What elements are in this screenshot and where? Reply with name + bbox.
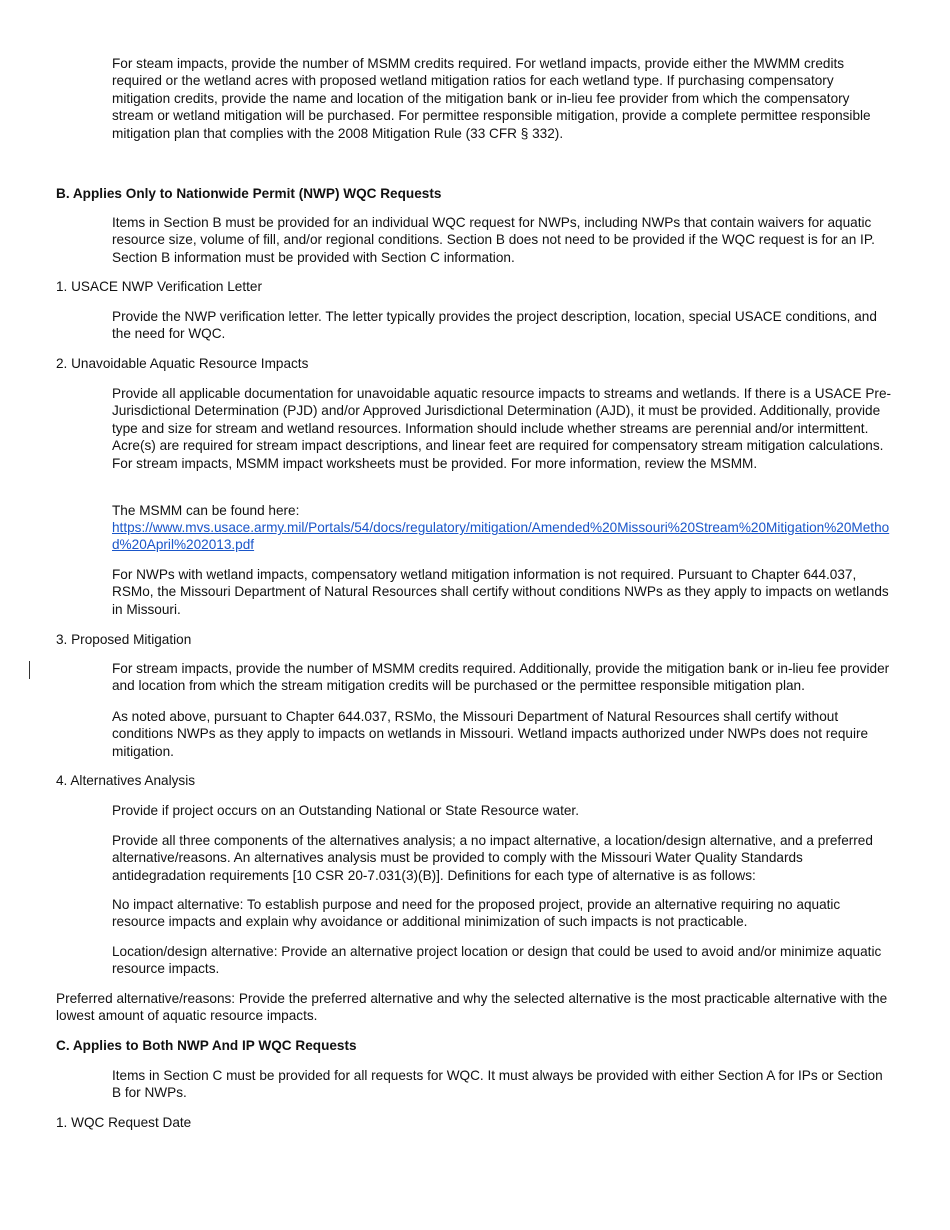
- section-c-heading: C. Applies to Both NWP And IP WQC Requests: [56, 1038, 357, 1053]
- item4-preferred: Preferred alternative/reasons: Provide the preferred alternative and why the selected alternative is the most practicable alternative with the lowest amount of aquatic resource impacts.: [56, 991, 888, 1024]
- item3-heading: 3. Proposed Mitigation: [56, 632, 192, 647]
- item4-text2: Provide all three components of the alternatives analysis; a no impact alternative, a location/design alternative, and a preferred alternative/reasons. An alternatives analysis must be provided to comply with the Missouri Water Quality Standards antidegradation requirements [10 CSR 20-7.031(3)(B)]. Definitions for each type of alternative is as follows:: [112, 833, 873, 883]
- item4-heading: 4. Alternatives Analysis: [56, 773, 196, 788]
- item4-no-impact: No impact alternative: To establish purpose and need for the proposed project, provide an alternative requiring no aquatic resource impacts and explain why avoidance or additional minimization of such impacts is not practicable.: [112, 897, 841, 930]
- msmm-link[interactable]: https://www.mvs.usace.army.mil/Portals/54/docs/regulatory/mitigation/Amended%20Missouri%20Stream%20Mitigation%20Method%20April%202013.pdf: [112, 520, 890, 553]
- section-c-intro: Items in Section C must be provided for all requests for WQC. It must always be provided with either Section A for IPs or Section B for NWPs.: [112, 1068, 883, 1101]
- steam-impacts-paragraph: For steam impacts, provide the number of MSMM credits required. For wetland impacts, provide either the MWMM credits required or the wetland acres with proposed wetland mitigation ratios for each wetland type. If purchasing compensatory mitigation credits, provide the name and location of the mitigation bank or in-lieu fee provider from which the compensatory stream or wetland mitigation will be purchased. For permittee responsible mitigation, provide a complete permittee responsible mitigation plan that complies with the 2008 Mitigation Rule (33 CFR § 332).: [112, 56, 871, 141]
- c-item1-heading: 1. WQC Request Date: [56, 1115, 192, 1130]
- item3-text2: As noted above, pursuant to Chapter 644.037, RSMo, the Missouri Department of Natural Resources shall certify without conditions NWPs as they apply to impacts on wetlands in Missouri. Wetland impacts authorized under NWPs does not require mitigation.: [112, 709, 869, 759]
- item1-text: Provide the NWP verification letter. The letter typically provides the project description, location, special USACE conditions, and the need for WQC.: [112, 309, 877, 342]
- msmm-label: The MSMM can be found here:: [112, 503, 300, 518]
- item2-wetland-text: For NWPs with wetland impacts, compensatory wetland mitigation information is not required. Pursuant to Chapter 644.037, RSMo, the Missouri Department of Natural Resources shall certify without conditions NWPs as they apply to impacts on wetlands in Missouri.: [112, 567, 889, 617]
- text-cursor: [29, 661, 30, 679]
- section-b-heading: B. Applies Only to Nationwide Permit (NWP) WQC Requests: [56, 186, 442, 201]
- item2-text: Provide all applicable documentation for unavoidable aquatic resource impacts to streams and wetlands. If there is a USACE Pre-Jurisdictional Determination (PJD) and/or Approved Jurisdictional Determination (AJD), it must be provided. Additionally, provide type and size for stream and wetland resources. Information should include whether streams are perennial and/or intermittent. Acre(s) are required for stream impact descriptions, and linear feet are required for compensatory stream mitigation calculations. For stream impacts, MSMM impact worksheets must be provided. For more information, review the MSMM.: [112, 386, 892, 471]
- item4-text1: Provide if project occurs on an Outstanding National or State Resource water.: [112, 803, 579, 818]
- item3-text1: For stream impacts, provide the number of MSMM credits required. Additionally, provide the mitigation bank or in-lieu fee provider and location from which the stream mitigation credits will be purchased or the permittee responsible mitigation plan.: [112, 661, 890, 694]
- item1-heading: 1. USACE NWP Verification Letter: [56, 279, 263, 294]
- item4-location: Location/design alternative: Provide an alternative project location or design that could be used to avoid and/or minimize aquatic resource impacts.: [112, 944, 882, 977]
- section-b-intro: Items in Section B must be provided for an individual WQC request for NWPs, including NWPs that contain waivers for aquatic resource size, volume of fill, and/or regional conditions. Section B does not need to be provided if the WQC request is for an IP. Section B information must be provided with Section C information.: [112, 215, 875, 265]
- item2-heading: 2. Unavoidable Aquatic Resource Impacts: [56, 356, 309, 371]
